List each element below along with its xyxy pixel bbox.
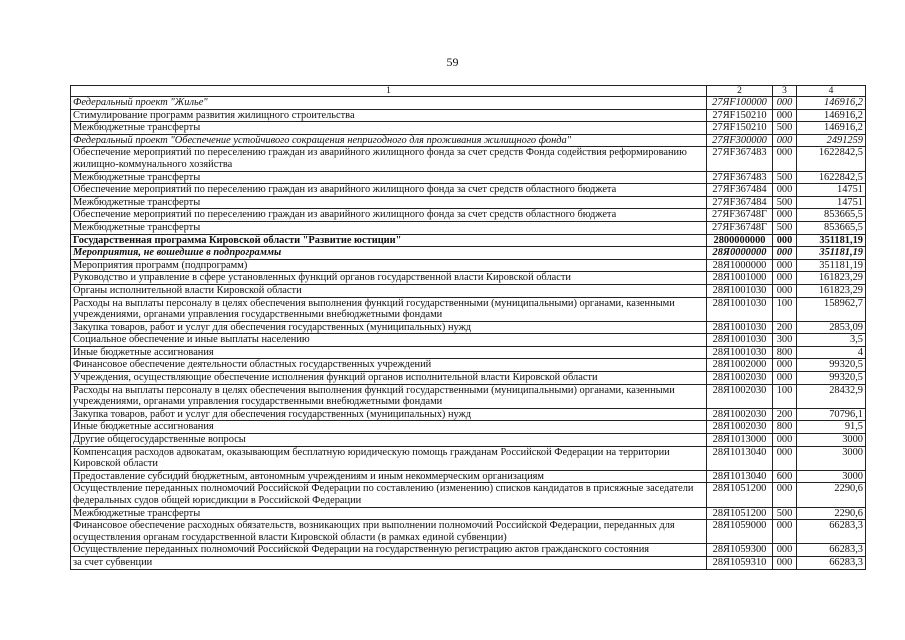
- row-code: 28Я1002030: [707, 408, 773, 421]
- row-name: Межбюджетные трансферты: [71, 196, 707, 209]
- row-type: 600: [773, 470, 797, 483]
- row-code: 28Я1059310: [707, 556, 773, 569]
- table-row: [71, 247, 866, 260]
- row-amount: 3,5: [797, 334, 866, 347]
- header-col-3: 3: [773, 86, 797, 97]
- row-code: 28Я1013000: [707, 434, 773, 447]
- row-code: 28Я1001030: [707, 321, 773, 334]
- row-type: 200: [773, 408, 797, 421]
- row-type: 000: [773, 434, 797, 447]
- row-code: 28Я1001000: [707, 272, 773, 285]
- row-type: 000: [773, 446, 797, 470]
- row-code: 27ЯF100000: [707, 97, 773, 110]
- table-row: [71, 147, 866, 171]
- page-number: 59: [446, 55, 459, 69]
- table-row: [71, 372, 866, 385]
- table-row: [71, 196, 866, 209]
- table-row: [71, 346, 866, 359]
- row-code: 27ЯF367483: [707, 171, 773, 184]
- table-row: [71, 334, 866, 347]
- row-name: Социальное обеспечение и иные выплаты населению: [71, 334, 707, 347]
- table-row: [71, 297, 866, 321]
- row-amount: 66283,3: [797, 556, 866, 569]
- row-name: Органы исполнительной власти Кировской области: [71, 284, 707, 297]
- table-row: [71, 259, 866, 272]
- row-code: 27ЯF367484: [707, 196, 773, 209]
- row-code: 27ЯF150210: [707, 109, 773, 122]
- row-amount: 3000: [797, 434, 866, 447]
- row-name: Финансовое обеспечение деятельности областных государственных учреждений: [71, 359, 707, 372]
- row-type: 000: [773, 109, 797, 122]
- table-row: [71, 507, 866, 520]
- row-code: 28Я1001030: [707, 346, 773, 359]
- row-name: Обеспечение мероприятий по переселению граждан из аварийного жилищного фонда за счет средств Фонда содействия реформированию жилищно-коммунального хозяйства: [71, 147, 707, 171]
- row-type: 500: [773, 507, 797, 520]
- row-amount: 853665,5: [797, 221, 866, 234]
- row-amount: 70796,1: [797, 408, 866, 421]
- row-name: Мероприятия программ (подпрограмм): [71, 259, 707, 272]
- row-amount: 99320,5: [797, 372, 866, 385]
- row-code: 28Я1001030: [707, 334, 773, 347]
- table-row: [71, 384, 866, 408]
- row-type: 500: [773, 221, 797, 234]
- row-code: 28Я1002030: [707, 421, 773, 434]
- row-code: 28Я1002000: [707, 359, 773, 372]
- row-code: 27ЯF367484: [707, 184, 773, 197]
- row-name: Закупка товаров, работ и услуг для обеспечения государственных (муниципальных) нужд: [71, 321, 707, 334]
- table-row: [71, 520, 866, 544]
- row-code: 28Я1059300: [707, 544, 773, 557]
- row-amount: 3000: [797, 446, 866, 470]
- table-row: [71, 544, 866, 557]
- row-code: 2800000000: [707, 234, 773, 247]
- row-code: 28Я1000000: [707, 259, 773, 272]
- table-row: [71, 556, 866, 569]
- row-type: 000: [773, 556, 797, 569]
- table-row: [71, 408, 866, 421]
- row-name: Другие общегосударственные вопросы: [71, 434, 707, 447]
- row-code: 28Я1051200: [707, 507, 773, 520]
- table-row: [71, 122, 866, 135]
- row-type: 500: [773, 196, 797, 209]
- row-name: Финансовое обеспечение расходных обязательств, возникающих при выполнении полномочий Российской Федерации, переданных для осуществления органам государственной власти Кировской области (в рамках единой субвенции): [71, 520, 707, 544]
- row-amount: 2290,6: [797, 507, 866, 520]
- row-amount: 351181,19: [797, 234, 866, 247]
- row-type: 000: [773, 97, 797, 110]
- row-amount: 161823,29: [797, 272, 866, 285]
- table-row: [71, 434, 866, 447]
- table-row: [71, 97, 866, 110]
- row-type: 000: [773, 372, 797, 385]
- row-amount: 1622842,5: [797, 171, 866, 184]
- row-amount: 99320,5: [797, 359, 866, 372]
- row-name: Компенсация расходов адвокатам, оказывающим бесплатную юридическую помощь гражданам Российской Федерации на территории Кировской области: [71, 446, 707, 470]
- row-code: 28Я1059000: [707, 520, 773, 544]
- row-name: Расходы на выплаты персоналу в целях обеспечения выполнения функций государственными (муниципальными) органами, казенными учреждениями, органами управления государственными внебюджетными фондами: [71, 384, 707, 408]
- row-amount: 2290,6: [797, 483, 866, 507]
- row-name: Межбюджетные трансферты: [71, 171, 707, 184]
- row-name: Федеральный проект "Обеспечение устойчивого сокращения непригодного для проживания жилищного фонда": [71, 134, 707, 147]
- row-name: Иные бюджетные ассигнования: [71, 346, 707, 359]
- row-code: 28Я0000000: [707, 247, 773, 260]
- row-code: 28Я1002030: [707, 372, 773, 385]
- header-col-1: 1: [71, 86, 707, 97]
- header-col-4: 4: [797, 86, 866, 97]
- row-code: 28Я1013040: [707, 470, 773, 483]
- row-amount: 14751: [797, 184, 866, 197]
- row-code: 28Я1002030: [707, 384, 773, 408]
- row-name: Межбюджетные трансферты: [71, 122, 707, 135]
- row-name: Межбюджетные трансферты: [71, 221, 707, 234]
- row-amount: 1622842,5: [797, 147, 866, 171]
- table-row: [71, 221, 866, 234]
- row-type: 200: [773, 321, 797, 334]
- row-type: 800: [773, 346, 797, 359]
- row-name: Предоставление субсидий бюджетным, автономным учреждениям и иным некоммерческим организациям: [71, 470, 707, 483]
- row-code: 27ЯF36748Г: [707, 209, 773, 222]
- table-header-row: [71, 86, 866, 97]
- row-type: 100: [773, 297, 797, 321]
- row-name: Руководство и управление в сфере установленных функций органов государственной власти Кировской области: [71, 272, 707, 285]
- row-type: 000: [773, 134, 797, 147]
- row-name: за счет субвенции: [71, 556, 707, 569]
- table-row: [71, 109, 866, 122]
- row-type: 000: [773, 483, 797, 507]
- row-code: 27ЯF300000: [707, 134, 773, 147]
- row-type: 000: [773, 259, 797, 272]
- row-amount: 146916,2: [797, 109, 866, 122]
- row-name: Осуществление переданных полномочий Российской Федерации по составлению (изменению) списков кандидатов в присяжные заседатели федеральных судов общей юрисдикции в Российской Федерации: [71, 483, 707, 507]
- row-code: 27ЯF367483: [707, 147, 773, 171]
- row-code: 28Я1051200: [707, 483, 773, 507]
- row-type: 000: [773, 234, 797, 247]
- row-amount: 146916,2: [797, 97, 866, 110]
- row-type: 800: [773, 421, 797, 434]
- row-amount: 351181,19: [797, 247, 866, 260]
- row-type: 000: [773, 184, 797, 197]
- table-row: [71, 446, 866, 470]
- row-type: 000: [773, 284, 797, 297]
- row-name: Мероприятия, не вошедшие в подпрограммы: [71, 247, 707, 260]
- row-name: Стимулирование программ развития жилищного строительства: [71, 109, 707, 122]
- row-name: Обеспечение мероприятий по переселению граждан из аварийного жилищного фонда за счет средств областного бюджета: [71, 209, 707, 222]
- row-name: Осуществление переданных полномочий Российской Федерации на государственную регистрацию актов гражданского состояния: [71, 544, 707, 557]
- row-amount: 2491259: [797, 134, 866, 147]
- row-amount: 161823,29: [797, 284, 866, 297]
- table-row: [71, 359, 866, 372]
- row-amount: 351181,19: [797, 259, 866, 272]
- row-name: Учреждения, осуществляющие обеспечение исполнения функций органов исполнительной власти Кировской области: [71, 372, 707, 385]
- table-row: [71, 421, 866, 434]
- row-type: 500: [773, 122, 797, 135]
- table-row: [71, 284, 866, 297]
- budget-table: [70, 85, 866, 570]
- table-row: [71, 171, 866, 184]
- row-name: Закупка товаров, работ и услуг для обеспечения государственных (муниципальных) нужд: [71, 408, 707, 421]
- table-row: [71, 209, 866, 222]
- row-code: 27ЯF150210: [707, 122, 773, 135]
- row-type: 000: [773, 247, 797, 260]
- row-amount: 853665,5: [797, 209, 866, 222]
- row-amount: 28432,9: [797, 384, 866, 408]
- header-col-2: 2: [707, 86, 773, 97]
- row-type: 000: [773, 147, 797, 171]
- row-type: 100: [773, 384, 797, 408]
- row-type: 500: [773, 171, 797, 184]
- row-type: 000: [773, 359, 797, 372]
- row-code: 28Я1013040: [707, 446, 773, 470]
- row-code: 28Я1001030: [707, 297, 773, 321]
- row-name: Иные бюджетные ассигнования: [71, 421, 707, 434]
- row-type: 000: [773, 209, 797, 222]
- table-row: [71, 470, 866, 483]
- row-amount: 91,5: [797, 421, 866, 434]
- row-amount: 3000: [797, 470, 866, 483]
- table-row: [71, 234, 866, 247]
- row-amount: 2853,09: [797, 321, 866, 334]
- table-row: [71, 134, 866, 147]
- table-row: [71, 272, 866, 285]
- row-code: 28Я1001030: [707, 284, 773, 297]
- row-type: 000: [773, 544, 797, 557]
- row-name: Обеспечение мероприятий по переселению граждан из аварийного жилищного фонда за счет средств областного бюджета: [71, 184, 707, 197]
- row-amount: 146916,2: [797, 122, 866, 135]
- table-row: [71, 321, 866, 334]
- row-amount: 4: [797, 346, 866, 359]
- row-amount: 14751: [797, 196, 866, 209]
- table-row: [71, 483, 866, 507]
- table-row: [71, 184, 866, 197]
- row-name: Федеральный проект "Жилье": [71, 97, 707, 110]
- row-code: 27ЯF36748Г: [707, 221, 773, 234]
- row-name: Межбюджетные трансферты: [71, 507, 707, 520]
- row-name: Расходы на выплаты персоналу в целях обеспечения выполнения функций государственными (муниципальными) органами, казенными учреждениями, органами управления государственными внебюджетными фондами: [71, 297, 707, 321]
- row-type: 000: [773, 520, 797, 544]
- row-amount: 66283,3: [797, 520, 866, 544]
- row-amount: 66283,3: [797, 544, 866, 557]
- row-amount: 158962,7: [797, 297, 866, 321]
- row-name: Государственная программа Кировской области "Развитие юстиции": [71, 234, 707, 247]
- row-type: 300: [773, 334, 797, 347]
- row-type: 000: [773, 272, 797, 285]
